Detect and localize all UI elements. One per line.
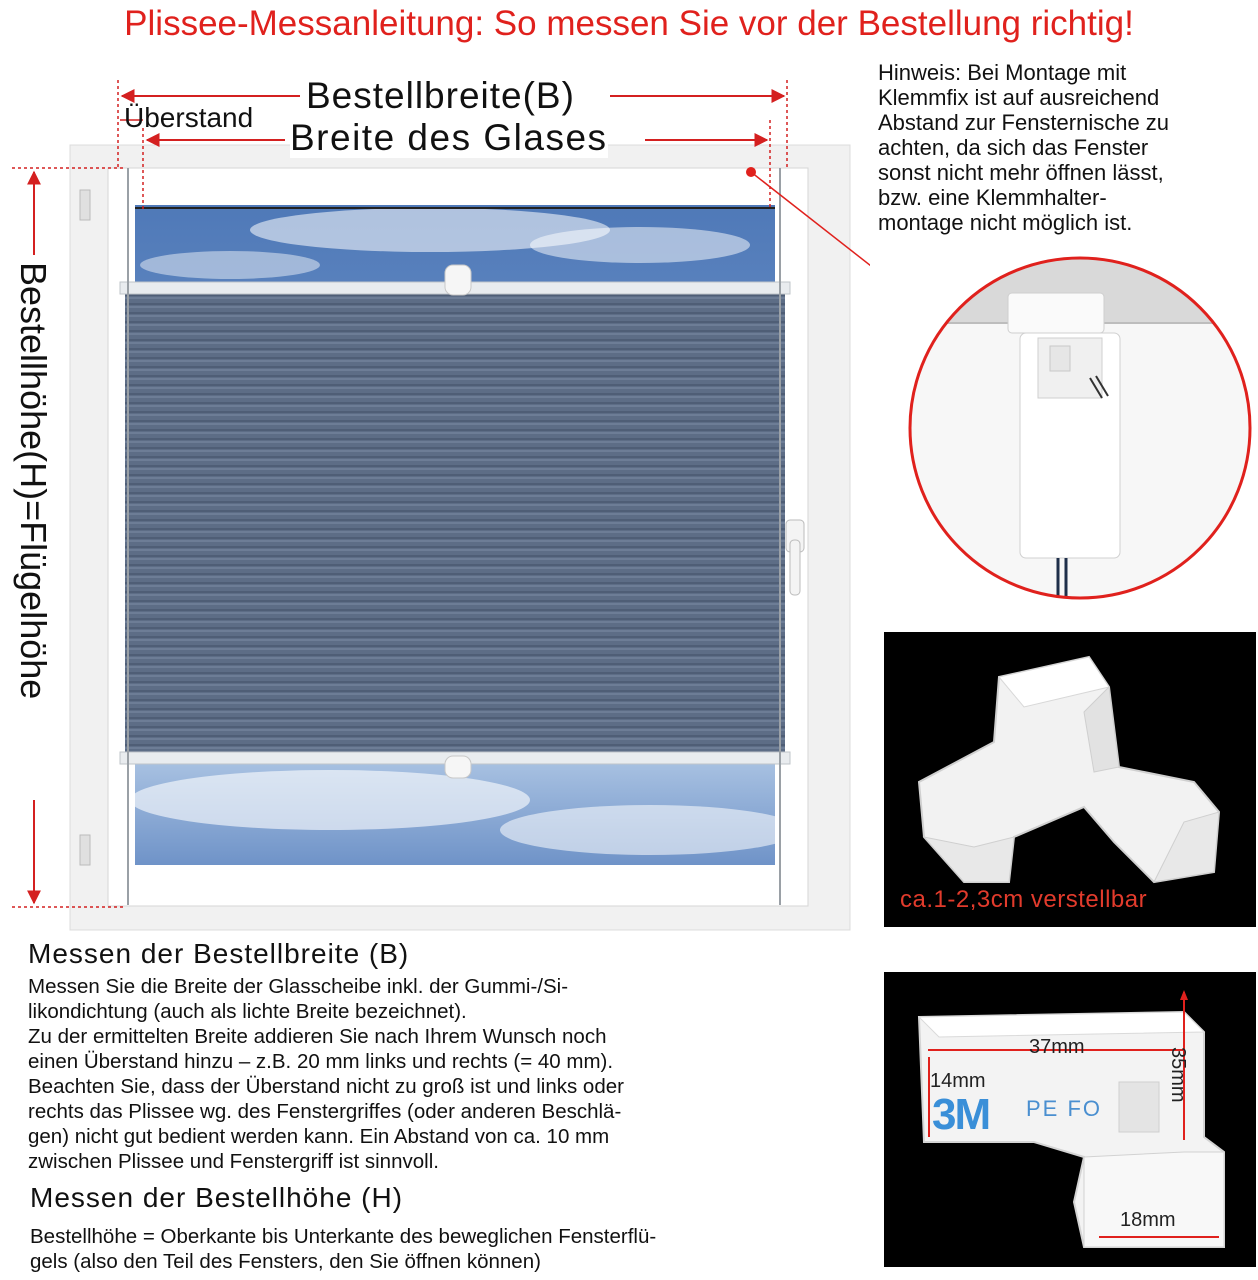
body-line: likondichtung (auch als lichte Breite bezeichnet). [28,1000,467,1023]
body-line: einen Überstand hinzu – z.B. 20 mm links und rechts (= 40 mm). [28,1050,614,1073]
glass-width-label: Breite des Glases [290,117,608,158]
length-measure: 37mm [1029,1036,1085,1058]
hint-line: achten, da sich das Fenster [878,135,1149,160]
section-width-heading: Messen der Bestellbreite (B) [28,938,410,969]
body-line: rechts das Plissee wg. des Fenstergriffes (oder anderen Beschlä- [28,1100,622,1123]
height-measure: 35mm [1167,1047,1189,1103]
bracket-photo-panel [884,632,1256,927]
hint-line: Klemmfix ist auf ausreichend [878,85,1160,110]
mounting-hint [878,60,1248,235]
adjust-range-caption: ca.1-2,3cm verstellbar [900,886,1148,913]
bracket-dimensions-panel [884,972,1256,1267]
overhang-label: Überstand [124,102,254,133]
body-line: Bestellhöhe = Oberkante bis Unterkante des beweglichen Fensterflü- [30,1225,657,1248]
depth-measure: 14mm [930,1070,986,1092]
section-width-text [28,974,624,1174]
tape-brand-logo: 3M [932,1090,990,1139]
section-height-heading: Messen der Bestellhöhe (H) [30,1182,404,1213]
hint-line: Hinweis: Bei Montage mit [878,60,1127,85]
base-measure: 18mm [1120,1209,1176,1231]
hint-line: bzw. eine Klemmhalter- [878,185,1107,210]
bracket-zoom-circle [890,238,1258,618]
section-height-text [30,1224,656,1274]
order-width-label: Bestellbreite(B) [306,75,575,116]
body-line: gen) nicht gut bedient werden kann. Ein Abstand von ca. 10 mm [28,1125,610,1148]
body-line: gels (also den Teil des Fensters, den Sie öffnen können) [30,1250,541,1273]
window-illustration [0,60,870,940]
hint-line: sonst nicht mehr öffnen lässt, [878,160,1164,185]
body-line: Beachten Sie, dass der Überstand nicht zu groß ist und links oder [28,1075,624,1098]
hint-line: Abstand zur Fensternische zu [878,110,1170,135]
bracket-clip-icon [884,632,1256,927]
page-title: Plissee-Messanleitung: So messen Sie vor der Bestellung richtig! [124,4,1134,43]
hint-line: montage nicht möglich ist. [878,210,1133,235]
tape-text: PE FO [1026,1096,1103,1121]
body-line: Messen Sie die Breite der Glasscheibe inkl. der Gummi-/Si- [28,975,569,998]
order-height-label: Bestellhöhe(H)=Flügelhöhe [13,262,54,700]
body-line: zwischen Plissee und Fenstergriff ist sinnvoll. [28,1150,439,1173]
body-line: Zu der ermittelten Breite addieren Sie nach Ihrem Wunsch noch [28,1025,607,1048]
